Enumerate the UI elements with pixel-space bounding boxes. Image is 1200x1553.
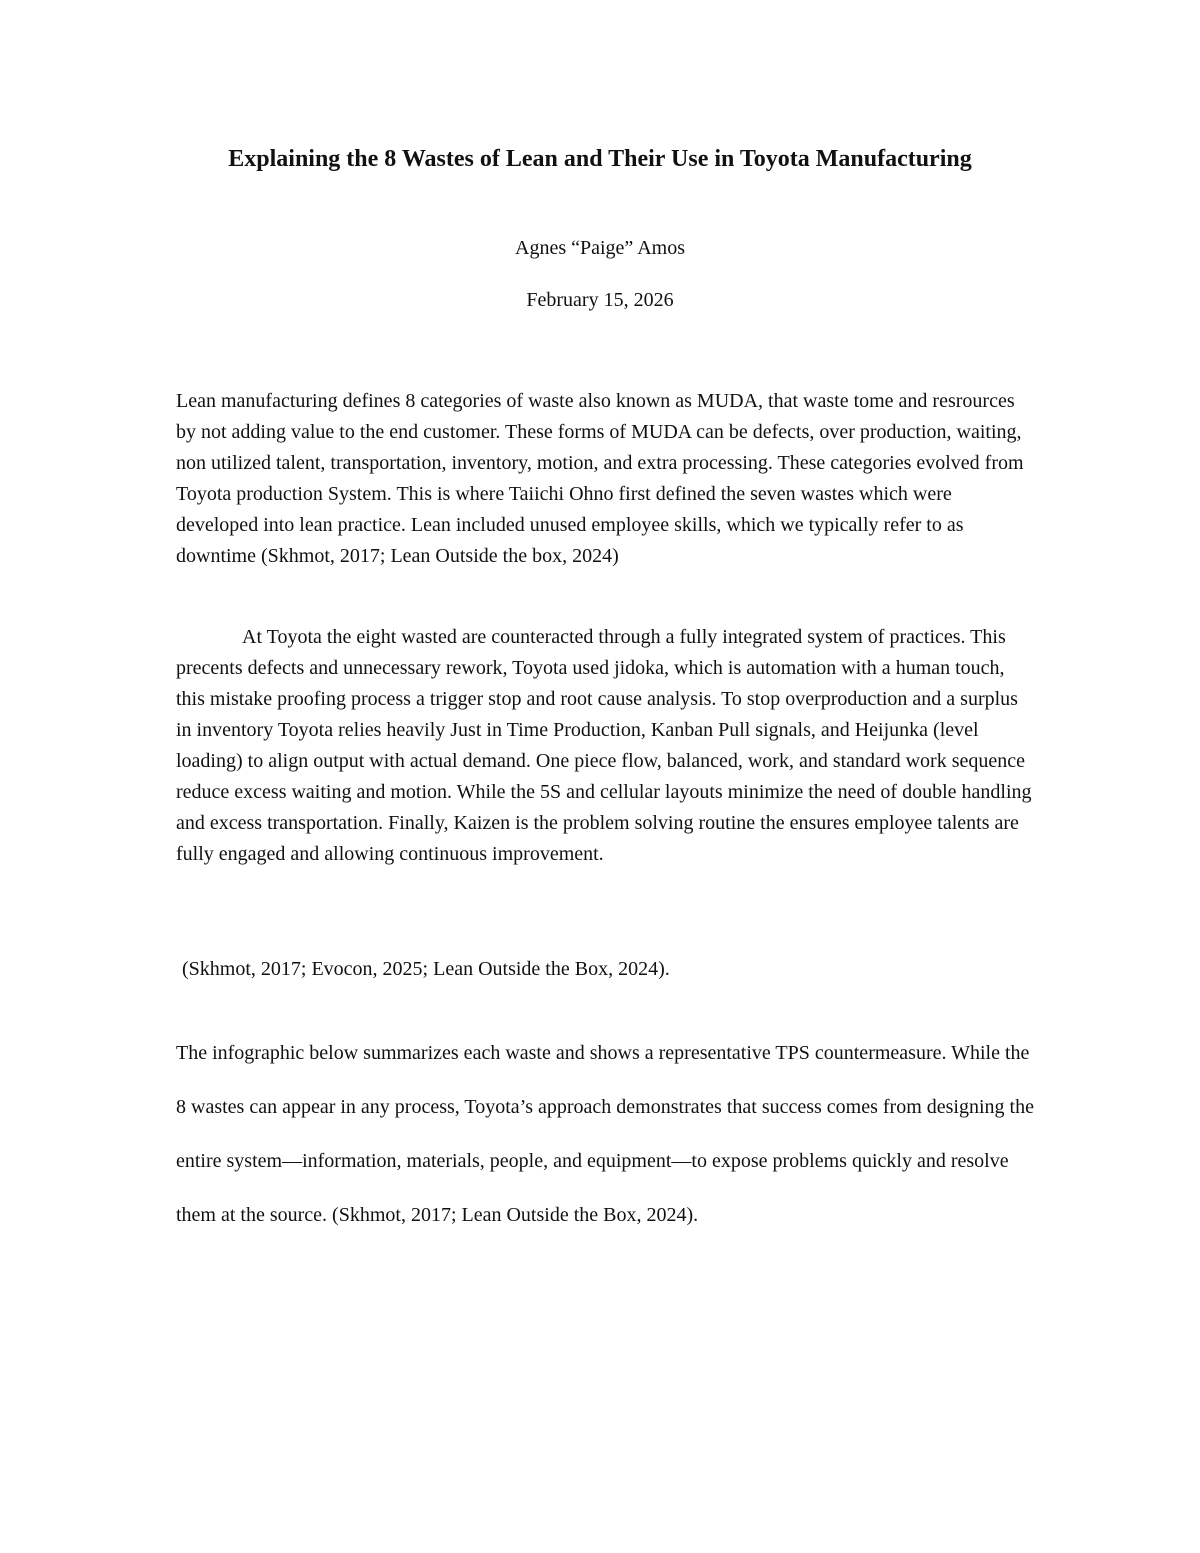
author-name: Agnes “Paige” Amos [515,237,685,259]
paragraph-toyota-practices: At Toyota the eight wasted are counteracted through a fully integrated system of practices. This precents defects and unnecessary rework, Toyota used jidoka, which is automation with a human touch, this mistake proofing process a trigger stop and root cause analysis. To stop overproduction and a surplus in inventory Toyota relies heavily Just in Time Production, Kanban Pull signals, and Heijunka (level loading) to align output with actual demand. One piece flow, balanced, work, and standard work sequence reduce excess waiting and motion. While the 5S and cellular layouts minimize the need of double handling and excess transportation. Finally, Kaizen is the problem solving routine the ensures employee talents are fully engaged and allowing continuous improvement. [176,626,1032,865]
paragraph-citation: (Skhmot, 2017; Evocon, 2025; Lean Outside the Box, 2024). [182,958,670,980]
document-date: February 15, 2026 [526,289,674,311]
paragraph-infographic-summary: The infographic below summarizes each waste and shows a representative TPS countermeasure. While the 8 wastes can appear in any process, Toyota’s approach demonstrates that success comes from designing the entire system—information, materials, people, and equipment—to expose problems quickly and resolve them at the source. (Skhmot, 2017; Lean Outside the Box, 2024). [176,1042,1034,1226]
paragraph-intro: Lean manufacturing defines 8 categories of waste also known as MUDA, that waste tome and resrources by not adding value to the end customer. These forms of MUDA can be defects, over production, waiting, non utilized talent, transportation, inventory, motion, and extra processing. These categories evolved from Toyota production System. This is where Taiichi Ohno first defined the seven wastes which were developed into lean practice. Lean included unused employee skills, which we typically refer to as downtime (Skhmot, 2017; Lean Outside the box, 2024) [176,390,1024,567]
document-title: Explaining the 8 Wastes of Lean and Their Use in Toyota Manufacturing [228,146,972,172]
